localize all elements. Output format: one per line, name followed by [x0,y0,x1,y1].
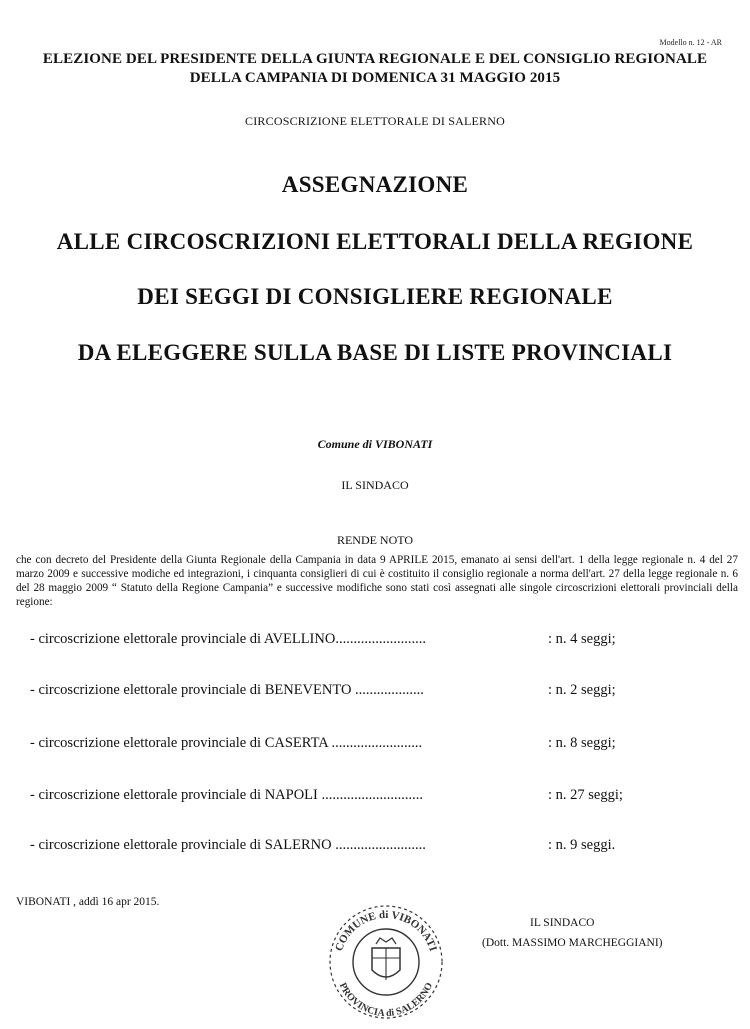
seat-description: - circoscrizione elettorale provinciale di CASERTA ......................... [30,735,423,751]
seat-count: : n. 8 seggi; [548,735,616,751]
seat-row-benevento [30,682,720,704]
seat-count: : n. 2 seggi; [548,682,616,698]
comune-name: VIBONATI [375,437,433,451]
stamp-top-text: COMUNE di VIBONATI [333,908,439,953]
seat-description: - circoscrizione elettorale provinciale di NAPOLI ............................ [30,787,423,803]
comune-prefix: Comune di [317,437,372,451]
signature-title: IL SINDACO [530,917,595,929]
decree-paragraph: che con decreto del Presidente della Giunta Regionale della Campania in data 9 APRILE 2015, emanato ai sensi dell'art. 1 della legge regionale n. 4 del 27 marzo 2009 e successive modiche ed integrazioni, i cinquanta consiglieri di cui è costituito il consiglio regionale a norma dell'art. 27 della legge regionale n. 6 del 28 maggio 2009 “ Statuto della Regione Campania” e successive modifiche sono stati così assegnati alle singole circoscrizioni elettorali provinciali della regione: [16,554,738,608]
place-date: VIBONATI , addì 16 apr 2015. [16,896,160,908]
title-line-4: DA ELEGGERE SULLA BASE DI LISTE PROVINCIALI [77,340,673,365]
title-line-2: ALLE CIRCOSCRIZIONI ELETTORALI DELLA REGIONE [56,229,694,254]
title-line-3: DEI SEGGI DI CONSIGLIERE REGIONALE [137,284,613,309]
seat-description: - circoscrizione elettorale provinciale di AVELLINO......................... [30,631,426,647]
seat-count: : n. 4 seggi; [548,631,616,647]
model-label: Modello n. 12 - AR [659,38,722,47]
municipal-stamp [322,896,450,1024]
seat-description: - circoscrizione elettorale provinciale di SALERNO ......................... [30,837,426,853]
issuer-role: IL SINDACO [341,478,409,492]
seat-count: : n. 9 seggi. [548,837,616,853]
election-line-2: DELLA CAMPANIA DI DOMENICA 31 MAGGIO 2015 [189,70,561,86]
circoscrizione-heading: CIRCOSCRIZIONE ELETTORALE DI SALERNO [245,114,505,128]
seat-description: - circoscrizione elettorale provinciale di BENEVENTO ................... [30,682,424,698]
seat-row-avellino [30,631,720,653]
seat-row-caserta [30,735,720,757]
notice-heading: RENDE NOTO [336,533,414,547]
stamp-bottom-text: PROVINCIA di SALERNO [336,980,436,1020]
seat-row-napoli [30,787,720,809]
seat-count: : n. 27 seggi; [548,787,623,803]
title-line-1: ASSEGNAZIONE [281,172,469,197]
election-line-1: ELEZIONE DEL PRESIDENTE DELLA GIUNTA REGIONALE E DEL CONSIGLIO REGIONALE [42,51,708,67]
seat-row-salerno [30,837,720,859]
signature-name: (Dott. MASSIMO MARCHEGGIANI) [482,937,663,949]
election-heading [0,50,750,88]
comune-line [0,437,750,452]
